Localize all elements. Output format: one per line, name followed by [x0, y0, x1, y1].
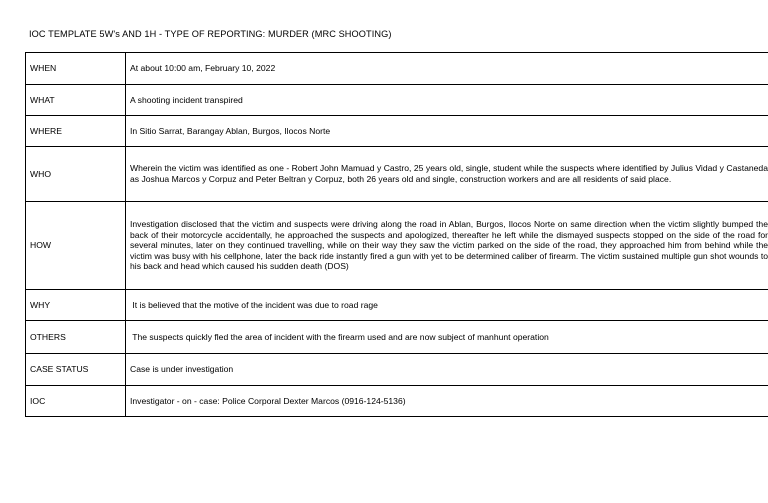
- row-label-why: WHY: [26, 290, 126, 321]
- row-label-where: WHERE: [26, 116, 126, 147]
- row-label-case-status: CASE STATUS: [26, 354, 126, 386]
- row-label-what: WHAT: [26, 85, 126, 116]
- row-label-when: WHEN: [26, 53, 126, 85]
- row-value-when: At about 10:00 am, February 10, 2022: [126, 53, 768, 85]
- row-where: [26, 116, 768, 147]
- row-label-who: WHO: [26, 147, 126, 202]
- row-label-others: OTHERS: [26, 321, 126, 354]
- report-table: [25, 52, 768, 417]
- row-value-ioc: Investigator - on - case: Police Corporal Dexter Marcos (0916-124-5136): [126, 386, 768, 417]
- row-value-who: Wherein the victim was identified as one - Robert John Mamuad y Castro, 25 years old, single, student while the suspects where identified by Julius Vidad y Castaneda as Joshua Marcos y Corpuz and Peter Beltran y Corpuz, both 26 years old and single, construction workers and are all residents of said place.: [126, 147, 768, 202]
- row-value-where: In Sitio Sarrat, Barangay Ablan, Burgos, Ilocos Norte: [126, 116, 768, 147]
- row-value-why: It is believed that the motive of the incident was due to road rage: [126, 290, 768, 321]
- row-what: [26, 85, 768, 116]
- row-others: [26, 321, 768, 354]
- row-label-how: HOW: [26, 202, 126, 290]
- row-when: [26, 53, 768, 85]
- document-title: IOC TEMPLATE 5W's AND 1H - TYPE OF REPORTING: MURDER (MRC SHOOTING): [29, 29, 392, 39]
- row-case-status: [26, 354, 768, 386]
- row-label-ioc: IOC: [26, 386, 126, 417]
- row-value-how: Investigation disclosed that the victim and suspects were driving along the road in Ablan, Burgos, Ilocos Norte on same direction when the victim slightly bumped the back of their motorcycle accidentally, he approached the suspects and apologized, thereafter he left while the dismayed suspects stopped on the side of the road for several minutes, later on they continued travelling, while on their way they saw the victim parked on the side of the road, they approached him from behind while the victim was busy with his cellphone, later the back ride instantly fired a gun with yet to be determined caliber of firearm. The victim sustained multiple gun shot wounds to his back and head which caused his sudden death (DOS): [126, 202, 768, 290]
- row-how: [26, 202, 768, 290]
- row-value-case-status: Case is under investigation: [126, 354, 768, 386]
- row-why: [26, 290, 768, 321]
- row-value-others: The suspects quickly fled the area of incident with the firearm used and are now subject of manhunt operation: [126, 321, 768, 354]
- row-ioc: [26, 386, 768, 417]
- row-who: [26, 147, 768, 202]
- row-value-what: A shooting incident transpired: [126, 85, 768, 116]
